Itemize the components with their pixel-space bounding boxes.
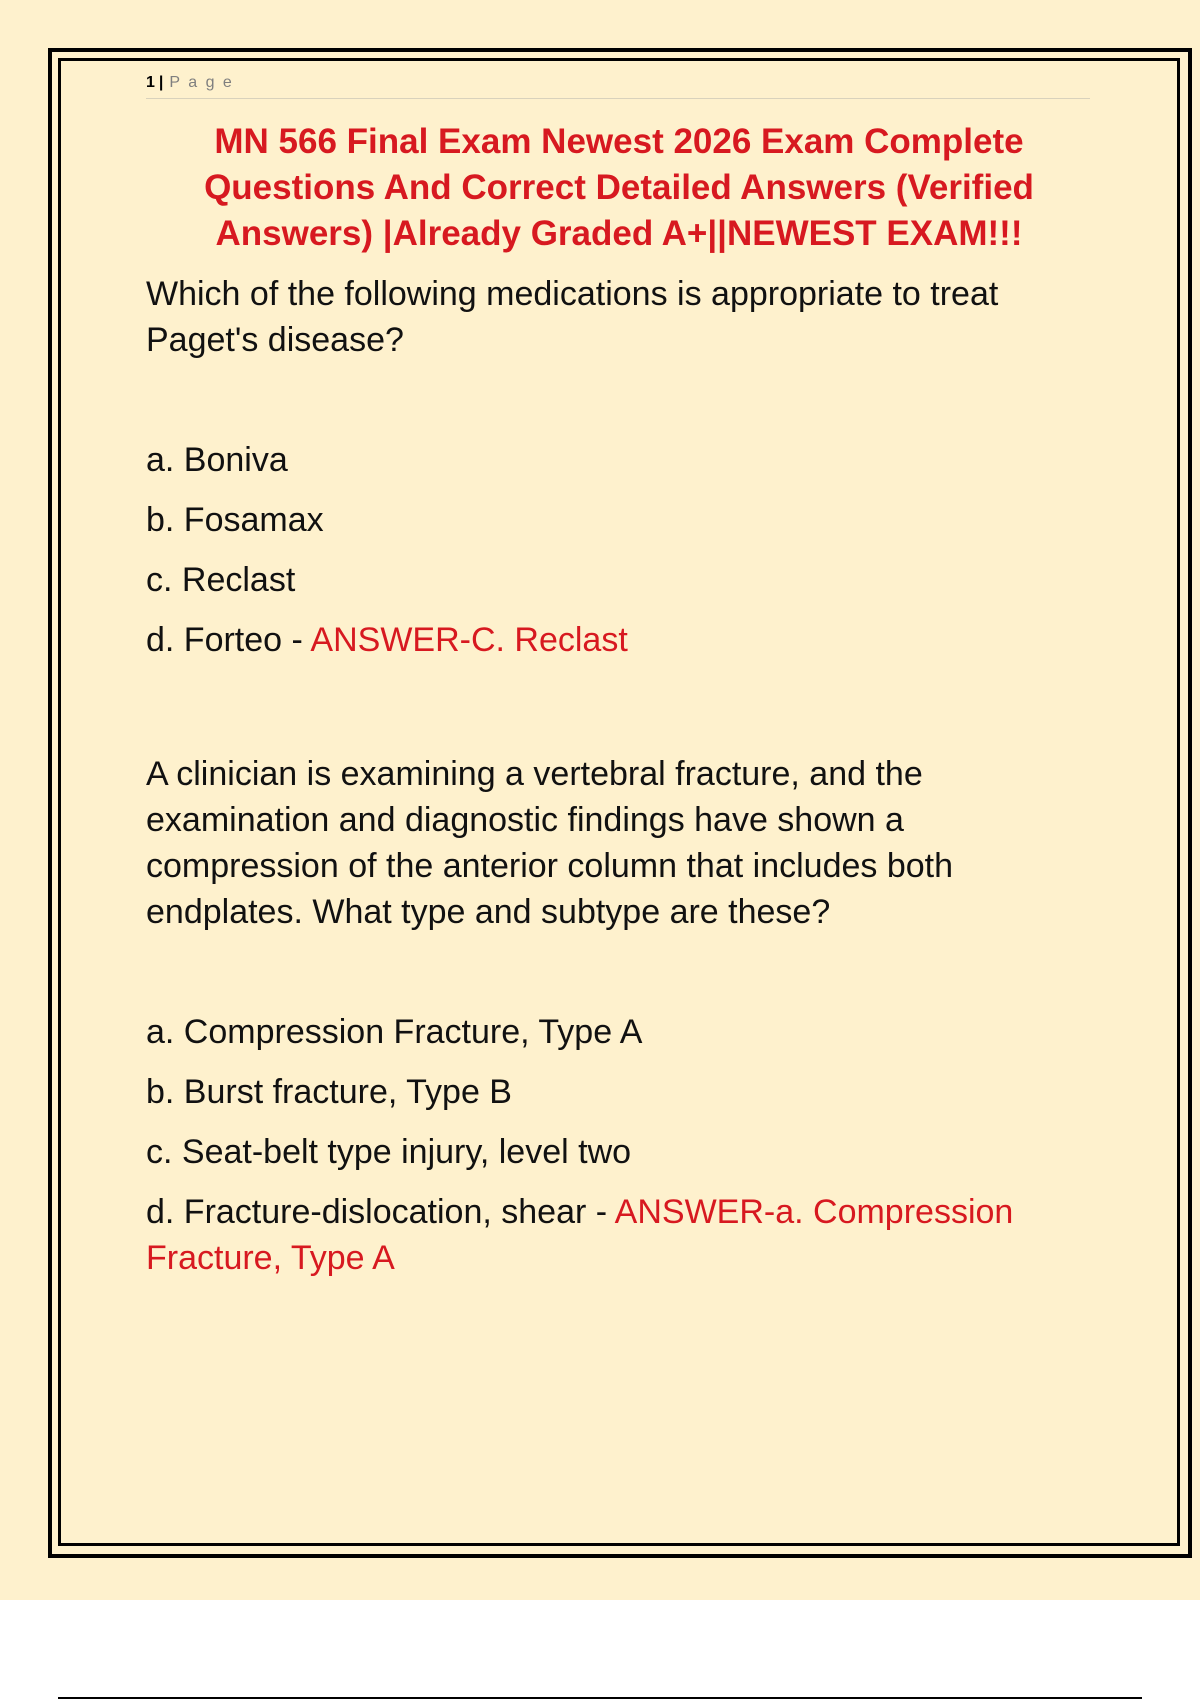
- footer-rule: [58, 1697, 1142, 1699]
- spacer: [146, 663, 1092, 751]
- spacer: [146, 363, 1092, 437]
- page-header: [146, 72, 1090, 99]
- page-separator: |: [158, 74, 164, 91]
- document-title: MN 566 Final Exam Newest 2026 Exam Complete Questions And Correct Detailed Answers (Verified Answers) |Already Graded A+||NEWEST EXAM!!!: [204, 122, 1034, 253]
- page-label: P a g e: [169, 74, 234, 91]
- option-d-text: d. Forteo -: [146, 621, 311, 659]
- option-b: b. Fosamax: [146, 501, 324, 539]
- question-text: Which of the following medications is appropriate to treat Paget's disease?: [146, 275, 999, 359]
- question-block-2: [146, 751, 1092, 1281]
- spacer: [146, 935, 1092, 1009]
- option-d: [146, 1189, 1092, 1281]
- option-b: b. Burst fracture, Type B: [146, 1073, 512, 1111]
- answer-text: ANSWER-C. Reclast: [310, 621, 628, 659]
- option-a: a. Compression Fracture, Type A: [146, 1013, 643, 1051]
- option-c: c. Seat-belt type injury, level two: [146, 1133, 632, 1171]
- option-d-text: d. Fracture-dislocation, shear -: [146, 1193, 615, 1231]
- page-number: 1: [146, 74, 155, 91]
- option-a: a. Boniva: [146, 441, 288, 479]
- document-content: [146, 72, 1092, 1281]
- answer-text: ANSWER-a. Compression Fracture, Type A: [146, 1193, 1014, 1277]
- option-d: [146, 617, 1092, 663]
- option-c: c. Reclast: [146, 561, 296, 599]
- question-text: A clinician is examining a vertebral fracture, and the examination and diagnostic findings have shown a compression of the anterior column that includes both endplates. What type and subtype are these?: [146, 755, 954, 931]
- question-block-1: [146, 271, 1092, 663]
